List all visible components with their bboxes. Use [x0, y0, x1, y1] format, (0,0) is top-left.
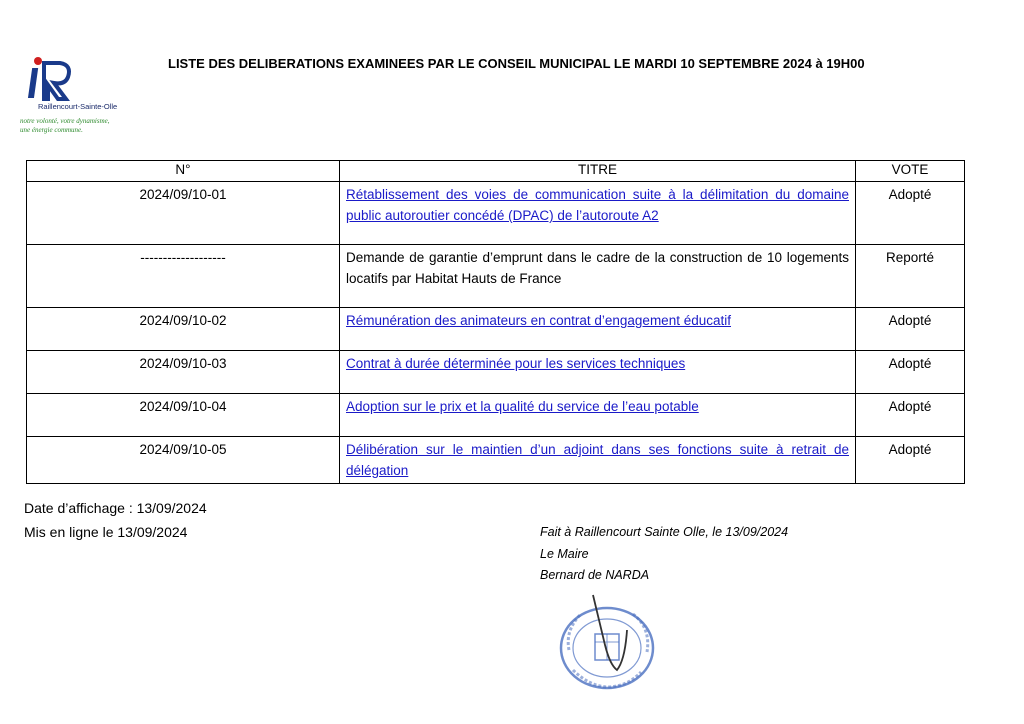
fait-a: Fait à Raillencourt Sainte Olle, le 13/09/2024: [540, 525, 789, 539]
deliberations-table: [26, 160, 965, 484]
row-num: 2024/09/10-05: [27, 437, 340, 484]
deliberation-link[interactable]: Délibération sur le maintien d’un adjoint dans ses fonctions suite à retrait de délégation: [346, 442, 849, 478]
signataire-role: Le Maire: [540, 547, 589, 561]
row-vote: Adopté: [856, 308, 965, 351]
row-titre: [340, 437, 856, 484]
table-row: [27, 245, 965, 308]
deliberation-link[interactable]: Contrat à durée déterminée pour les services techniques: [346, 356, 686, 371]
row-vote: Reporté: [856, 245, 965, 308]
deliberation-link[interactable]: Rétablissement des voies de communication suite à la délimitation du domaine public autoroutier concédé (DPAC) de l’autoroute A2: [346, 187, 849, 223]
official-seal-stamp: [555, 590, 665, 695]
row-num: 2024/09/10-01: [27, 182, 340, 245]
row-vote: Adopté: [856, 437, 965, 484]
town-logo-icon: [20, 55, 80, 103]
logo-town-name: Raillencourt-Sainte-Olle: [38, 102, 118, 111]
table-header-row: [27, 161, 965, 182]
table-row: [27, 308, 965, 351]
date-affichage: Date d’affichage : 13/09/2024: [24, 500, 207, 516]
slogan-line-2: une énergie commune.: [20, 126, 83, 134]
stamp-icon: [555, 590, 665, 695]
row-titre: Demande de garantie d’emprunt dans le cadre de la construction de 10 logements locatifs par Habitat Hauts de France: [340, 245, 856, 308]
row-titre: [340, 394, 856, 437]
table-row: [27, 394, 965, 437]
deliberation-link[interactable]: Adoption sur le prix et la qualité du service de l’eau potable: [346, 399, 699, 414]
row-num: -------------------: [27, 245, 340, 308]
logo-slogan: [20, 117, 130, 135]
row-num: 2024/09/10-02: [27, 308, 340, 351]
signataire-name: Bernard de NARDA: [540, 568, 650, 582]
table-row: [27, 437, 965, 484]
row-num: 2024/09/10-03: [27, 351, 340, 394]
row-vote: Adopté: [856, 394, 965, 437]
row-titre: [340, 182, 856, 245]
mis-en-ligne: Mis en ligne le 13/09/2024: [24, 524, 188, 540]
header-titre: TITRE: [340, 161, 856, 182]
row-num: 2024/09/10-04: [27, 394, 340, 437]
table-row: [27, 182, 965, 245]
page-title: LISTE DES DELIBERATIONS EXAMINEES PAR LE CONSEIL MUNICIPAL LE MARDI 10 SEPTEMBRE 2024 à 19H00: [168, 56, 865, 71]
row-titre: [340, 351, 856, 394]
row-vote: Adopté: [856, 351, 965, 394]
header-vote: VOTE: [856, 161, 965, 182]
deliberation-link[interactable]: Rémunération des animateurs en contrat d’engagement éducatif: [346, 313, 731, 328]
slogan-line-1: notre volonté, votre dynamisme,: [20, 117, 110, 125]
town-logo: [20, 55, 120, 135]
row-vote: Adopté: [856, 182, 965, 245]
table-row: [27, 351, 965, 394]
row-titre: [340, 308, 856, 351]
header-num: N°: [27, 161, 340, 182]
